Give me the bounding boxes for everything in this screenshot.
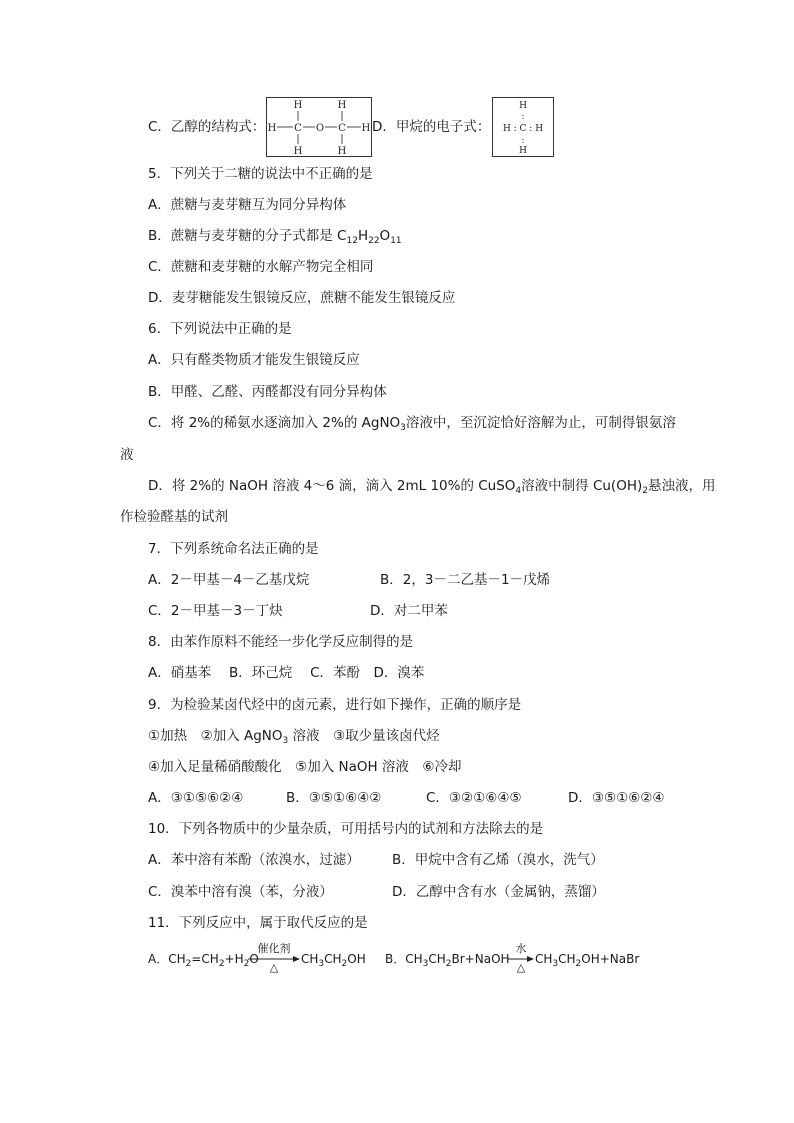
q6-stem: 6．下列说法中正确的是 [148, 321, 292, 337]
q11-a-condition-catalyst: 催化剂 [257, 942, 291, 955]
atom-h-right: H [361, 123, 371, 134]
q10-option-c: C．溴苯中溶有溴（苯，分液） [148, 884, 333, 900]
atom-h-bottom-1: H [293, 146, 303, 156]
q7-stem: 7．下列系统命名法正确的是 [148, 541, 319, 557]
q11-b-condition-heat: △ [516, 961, 526, 974]
q11-stem: 11．下列反应中，属于取代反应的是 [148, 915, 368, 931]
q10-option-b: B．甲烷中含有乙烯（溴水，洗气） [392, 852, 604, 868]
q10-option-a: A．苯中溶有苯酚（浓溴水，过滤） [148, 852, 360, 868]
q9-operations-2: ④加入足量稀硝酸酸化 ⑤加入 NaOH 溶液 ⑥冷却 [148, 759, 462, 775]
methane-dots-top: : [521, 112, 525, 122]
q10-stem: 10．下列各物质中的少量杂质，可用括号内的试剂和方法除去的是 [148, 821, 544, 837]
atom-o: O [315, 123, 325, 134]
methane-middle-row: H : C : H [502, 124, 544, 134]
q5-stem: 5．下列关于二糖的说法中不正确的是 [148, 166, 373, 182]
atom-h-top-1: H [293, 100, 303, 111]
q9-operations-1: ①加热 ②加入 AgNO$_3$ 溶液 ③取少量该卤代烃 [148, 728, 440, 746]
q8-options: A．硝基苯 B．环己烷 C．苯酚 D．溴苯 [148, 665, 425, 681]
q5-option-c: C．蔗糖和麦芽糖的水解产物完全相同 [148, 259, 374, 275]
methane-electron-formula [492, 97, 554, 157]
svg-text::: : [521, 136, 525, 146]
q8-stem: 8．由苯作原料不能经一步化学反应制得的是 [148, 634, 414, 650]
q5-option-d: D．麦芽糖能发生银镜反应，蔗糖不能发生银镜反应 [148, 290, 456, 306]
atom-c-2: C [338, 123, 346, 134]
q7-option-d: D．对二甲苯 [370, 603, 448, 619]
q7-option-b: B．2，3－二乙基－1－戊烯 [380, 572, 551, 588]
q4-option-c-label: C．乙醇的结构式： [148, 119, 266, 135]
atom-h-left: H [267, 123, 277, 134]
atom-h-top-2: H [337, 100, 347, 111]
ethanol-structure-diagram [267, 98, 371, 156]
q5-option-b: B．蔗糖与麦芽糖的分子式都是 $C_{12}H_{22}O_{11}$ [148, 228, 402, 246]
svg-text:H: H [519, 146, 527, 156]
q7-option-c: C．2－甲基－3－丁炔 [148, 603, 283, 619]
q9-option-d: D．③⑤①⑥②④ [568, 790, 665, 806]
atom-c-1: C [294, 123, 302, 134]
q9-option-c: C．③②①⑥④⑤ [426, 790, 522, 806]
q6-option-d-line2: 作检验醛基的试剂 [120, 509, 228, 525]
q9-stem: 9．为检验某卤代烃中的卤元素，进行如下操作，正确的顺序是 [148, 697, 522, 713]
q6-option-d-line1: D．将 2%的 NaOH 溶液 4～6 滴，滴入 2mL 10%的 CuSO$_4$溶液中制得 $Cu(OH)_2$悬浊液，用 [148, 478, 716, 496]
ethanol-structural-formula [266, 97, 372, 157]
methane-electron-diagram [493, 98, 553, 156]
svg-text:H: H [519, 101, 527, 111]
q11-option-a-reactants: A．$CH_2=CH_2+H_2O$ [148, 952, 259, 969]
q9-option-a: A．③①⑤⑥②④ [148, 790, 244, 806]
q9-option-b: B．③⑤①⑥④② [286, 790, 382, 806]
q11-option-a-product: $CH_3CH_2OH$ [301, 952, 366, 969]
q11-b-condition-water: 水 [515, 942, 527, 955]
q5-option-a: A．蔗糖与麦芽糖互为同分异构体 [148, 197, 347, 213]
q7-option-a: A．2－甲基－4－乙基戊烷 [148, 572, 310, 588]
q6-option-c-line2: 液 [120, 447, 134, 463]
q11-a-condition-heat: △ [269, 961, 279, 974]
q6-option-c-line1: C．将 2%的稀氨水逐滴加入 2%的 AgNO$_3$溶液中，至沉淀恰好溶解为止，可制得银氨溶 [148, 415, 676, 433]
q11-option-b-products: $CH_3CH_2OH+NaBr$ [535, 952, 640, 969]
q4-option-d-label: D．甲烷的电子式： [372, 119, 491, 135]
q11-option-b-reactants: B．$CH_3CH_2Br+NaOH$ [385, 952, 510, 969]
q6-option-a: A．只有醛类物质才能发生银镜反应 [148, 352, 360, 368]
q10-option-d: D．乙醇中含有水（金属钠，蒸馏） [392, 884, 605, 900]
q6-option-b: B．甲醛、乙醛、丙醛都没有同分异构体 [148, 384, 387, 400]
atom-h-bottom-2: H [337, 146, 347, 156]
